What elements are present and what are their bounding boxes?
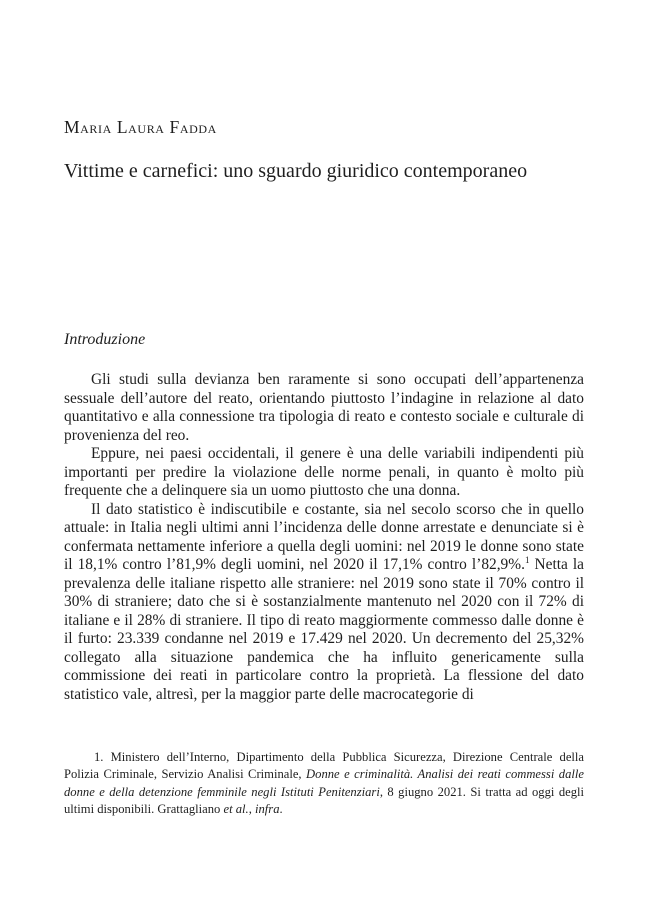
paragraph-3-text-a: Il dato statistico è indiscutibile e costante, sia nel secolo scorso che in quello attuale: in Italia negli ultimi anni l’incidenza delle donne arrestate e denunciate si è confermata nettamente inferiore a quella degli uomini: nel 2019 le donne sono state il 18,1% contro l’81,9% degli uomini, nel 2020 il 17,1% contro l’82,9%. (64, 500, 584, 573)
chapter-title: Vittime e carnefici: uno sguardo giuridico contemporaneo (64, 160, 528, 182)
footnote-infra: infra (255, 802, 280, 817)
footnote-text-2: , 8 giugno 2021. Si tratta ad oggi degli ultimi disponibili. Grattagliano (64, 784, 584, 817)
footnote-text-1: 1. Ministero dell’Interno, Dipartimento della Pubblica Sicurezza, Direzione Centrale della Polizia Criminale, Servizio Analisi Criminale, (64, 750, 584, 782)
footnote-text-3: , (248, 802, 255, 817)
footnote-source-title: Donne e criminalità. Analisi dei reati commessi dalle donne e della detenzione femminile negli Istituti Penitenziari (64, 767, 584, 799)
paragraph-3-text-b: Netta la prevalenza delle italiane rispetto alle straniere: nel 2019 sono state il 70% contro il 30% di straniere; dato che si è sostanzialmente mantenuto nel 2020 con il 72% di italiane e il 28% di straniere. Il tipo di reato maggiormente commesso dalle donne è il furto: 23.339 condanne nel 2019 e 17.429 nel 2020. Un decremento del 25,32% collegato alla situazione pandemica che ha influito genericamente sulla commissione dei reati in particolare contro la proprietà. La flessione del dato statistico vale, altresì, per la maggior parte delle macrocategorie di (64, 556, 585, 703)
body-text (64, 371, 584, 704)
paragraph-3 (64, 501, 584, 705)
paragraph-2: Eppure, nei paesi occidentali, il genere è una delle variabili indipendenti più importanti per predire la violazione delle norme penali, in quanto è molto più frequente che a delinquere sia un uomo piuttosto che una donna. (64, 445, 584, 499)
paragraph-1: Gli studi sulla devianza ben raramente si sono occupati dell’appartenenza sessuale dell’autore del reato, orientando piuttosto l’indagine in relazione al dato quantitativo e alla connessione tra tipologia di reato e contesto sociale e culturale di provenienza del reo. (64, 371, 584, 444)
author-name: Maria Laura Fadda (64, 117, 217, 137)
footnote-1 (64, 749, 584, 819)
footnote (64, 749, 584, 819)
footnote-text-4: . (279, 802, 283, 817)
section-heading: Introduzione (64, 331, 146, 348)
footnote-et-al: et al. (223, 802, 249, 817)
footnote-reference: 1 (524, 554, 530, 565)
